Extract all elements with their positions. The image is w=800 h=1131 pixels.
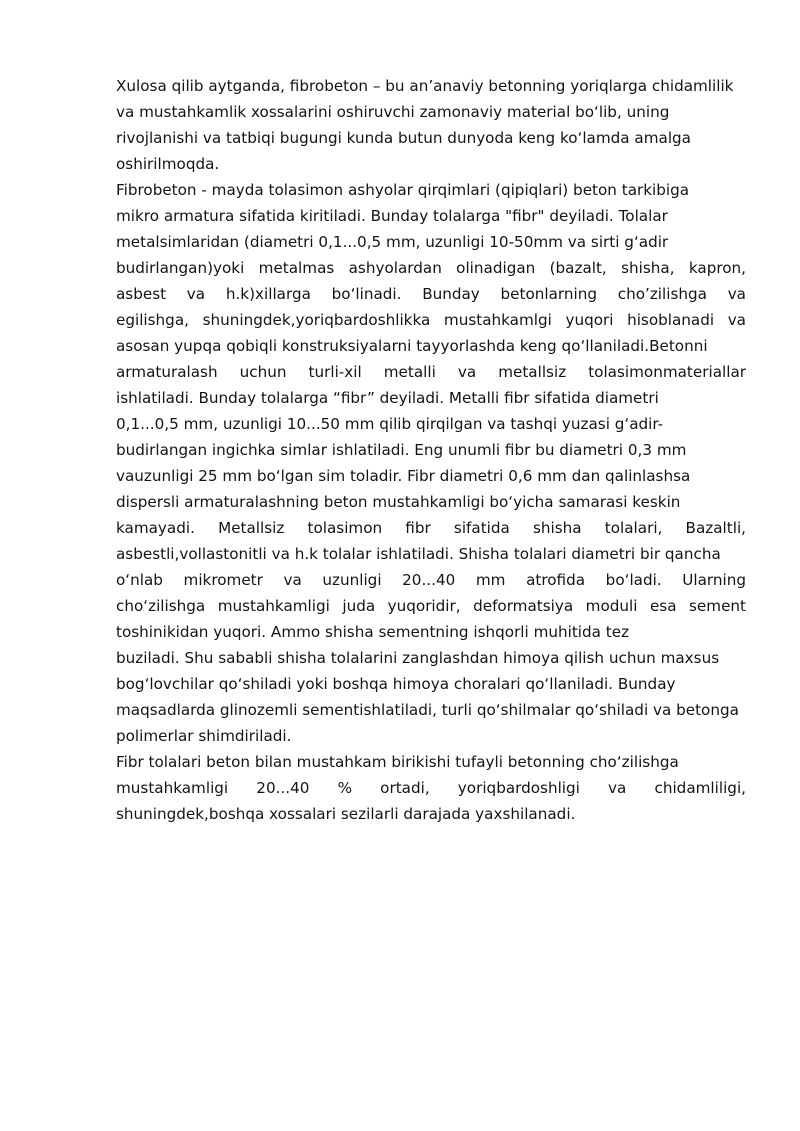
text-line: Fibrobeton - mayda tolasimon ashyolar qirqimlari (qipiqlari) beton tarkibiga (116, 181, 690, 199)
text-line: rivojlanishi va tatbiqi bugungi kunda butun dunyoda keng ko‘lamda amalga (116, 129, 691, 147)
text-line: maqsadlarda glinozemli sementishlatiladi, turli qo‘shilmalar qo‘shiladi va betonga (116, 701, 739, 719)
text-line: o‘nlab mikrometr va uzunligi 20...40 mm atrofida bo‘ladi. Ularning (116, 571, 746, 589)
text-line: toshinikidan yuqori. Ammo shisha sementning ishqorli muhitida tez (116, 623, 630, 641)
text-line: budirlangan)yoki metalmas ashyolardan olinadigan (bazalt, shisha, kapron, (116, 259, 746, 277)
text-line: buziladi. Shu sababli shisha tolalarini zanglashdan himoya qilish uchun maxsus (116, 649, 720, 667)
text-line: vauzunligi 25 mm bo‘lgan sim toladir. Fibr diametri 0,6 mm dan qalinlashsa (116, 467, 691, 485)
text-line: cho‘zilishga mustahkamligi juda yuqoridir, deformatsiya moduli esa sement (116, 597, 746, 615)
text-line: metalsimlaridan (diametri 0,1...0,5 mm, uzunligi 10-50mm va sirti g‘adir (116, 233, 669, 251)
text-line: mustahkamligi 20...40 % ortadi, yoriqbardoshligi va chidamliligi, (116, 779, 746, 797)
text-line: armaturalash uchun turli-xil metalli va metallsiz tolasimonmateriallar (116, 363, 746, 381)
text-line: bog‘lovchilar qo‘shiladi yoki boshqa himoya choralari qo‘llaniladi. Bunday (116, 675, 676, 693)
text-line: kamayadi. Metallsiz tolasimon fibr sifatida shisha tolalari, Bazaltli, (116, 519, 746, 537)
text-line: budirlangan ingichka simlar ishlatiladi. Eng unumli fibr bu diametri 0,3 mm (116, 441, 687, 459)
text-line: asosan yupqa qobiqli konstruksiyalarni tayyorlashda keng qo‘llaniladi.Betonni (116, 337, 708, 355)
text-line: Xulosa qilib aytganda, fibrobeton – bu an’anaviy betonning yoriqlarga chidamlilik (116, 77, 734, 95)
text-line: ishlatiladi. Bunday tolalarga “fibr” deyiladi. Metalli fibr sifatida diametri (116, 389, 659, 407)
text-line: oshirilmoqda. (116, 155, 220, 173)
body-text (116, 73, 746, 827)
text-line: Fibr tolalari beton bilan mustahkam birikishi tufayli betonning cho‘zilishga (116, 753, 679, 771)
text-line: mikro armatura sifatida kiritiladi. Bunday tolalarga "fibr" deyiladi. Tolalar (116, 207, 668, 225)
text-line: dispersli armaturalashning beton mustahkamligi bo‘yicha samarasi keskin (116, 493, 681, 511)
text-line: polimerlar shimdiriladi. (116, 727, 292, 745)
text-line: shuningdek,boshqa xossalari sezilarli darajada yaxshilanadi. (116, 805, 576, 823)
text-line: va mustahkamlik xossalarini oshiruvchi zamonaviy material bo‘lib, uning (116, 103, 670, 121)
text-line: asbestli,vollastonitli va h.k tolalar ishlatiladi. Shisha tolalari diametri bir qancha (116, 545, 721, 563)
text-line: 0,1...0,5 mm, uzunligi 10...50 mm qilib qirqilgan va tashqi yuzasi g‘adir- (116, 415, 664, 433)
text-line: asbest va h.k)xillarga bo‘linadi. Bunday betonlarning cho’zilishga va (116, 285, 746, 303)
text-line: egilishga, shuningdek,yoriqbardoshlikka mustahkamlgi yuqori hisoblanadi va (116, 311, 746, 329)
